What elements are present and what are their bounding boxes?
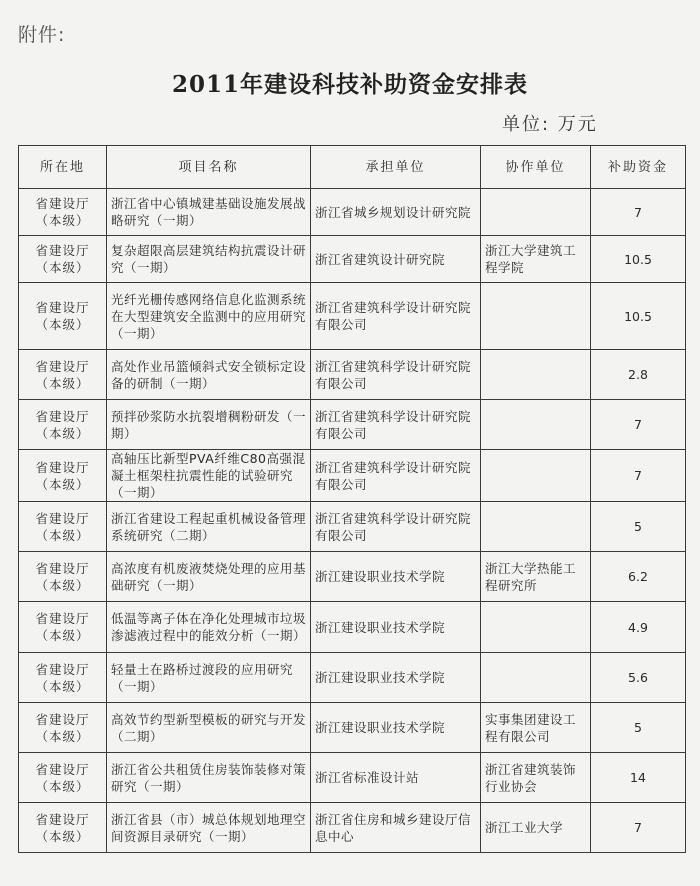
unit-cell: 浙江省城乡规划设计研究院 [311,189,481,236]
partner-cell [481,653,591,703]
unit-cell: 浙江省住房和城乡建设厅信息中心 [311,803,481,853]
unit-cell: 浙江省标准设计站 [311,753,481,803]
location-cell: 省建设厅（本级） [19,502,107,552]
partner-cell [481,350,591,400]
location-cell: 省建设厅（本级） [19,552,107,602]
unit-cell: 浙江建设职业技术学院 [311,653,481,703]
column-header-project: 项目名称 [107,146,311,189]
unit-cell: 浙江省建筑科学设计研究院有限公司 [311,502,481,552]
table-row [19,602,686,653]
partner-cell: 浙江大学建筑工程学院 [481,236,591,283]
project-cell: 光纤光栅传感网络信息化监测系统在大型建筑安全监测中的应用研究（一期） [107,283,311,350]
project-cell: 浙江省建设工程起重机械设备管理系统研究（二期） [107,502,311,552]
project-cell: 高轴压比新型PVA纤维C80高强混凝土框架柱抗震性能的试验研究（一期） [107,450,311,502]
unit-cell: 浙江建设职业技术学院 [311,602,481,653]
table-row [19,450,686,502]
project-cell: 浙江省县（市）城总体规划地理空间资源目录研究（一期） [107,803,311,853]
location-cell: 省建设厅（本级） [19,236,107,283]
partner-cell [481,450,591,502]
table-header-row [19,146,686,189]
project-cell: 低温等离子体在净化处理城市垃圾渗滤液过程中的能效分析（一期） [107,602,311,653]
table-row [19,703,686,753]
column-header-partner: 协作单位 [481,146,591,189]
partner-cell: 浙江省建筑装饰行业协会 [481,753,591,803]
location-cell: 省建设厅（本级） [19,803,107,853]
location-cell: 省建设厅（本级） [19,602,107,653]
table-row [19,283,686,350]
table-row [19,803,686,853]
funding-cell: 10.5 [591,236,686,283]
funding-cell: 5 [591,502,686,552]
location-cell: 省建设厅（本级） [19,400,107,450]
funding-cell: 7 [591,803,686,853]
project-cell: 浙江省公共租赁住房装饰装修对策研究（一期） [107,753,311,803]
funding-cell: 2.8 [591,350,686,400]
project-cell: 高浓度有机废液焚烧处理的应用基础研究（一期） [107,552,311,602]
partner-cell: 实事集团建设工程有限公司 [481,703,591,753]
unit-cell: 浙江建设职业技术学院 [311,703,481,753]
location-cell: 省建设厅（本级） [19,450,107,502]
unit-cell: 浙江建设职业技术学院 [311,552,481,602]
unit-cell: 浙江省建筑设计研究院 [311,236,481,283]
project-cell: 复杂超限高层建筑结构抗震设计研究（一期） [107,236,311,283]
partner-cell [481,189,591,236]
funding-cell: 5 [591,703,686,753]
partner-cell: 浙江工业大学 [481,803,591,853]
location-cell: 省建设厅（本级） [19,189,107,236]
funding-table [18,145,686,853]
funding-cell: 5.6 [591,653,686,703]
column-header-location: 所在地 [19,146,107,189]
table-row [19,753,686,803]
unit-cell: 浙江省建筑科学设计研究院有限公司 [311,350,481,400]
table-row [19,350,686,400]
partner-cell [481,400,591,450]
unit-cell: 浙江省建筑科学设计研究院有限公司 [311,450,481,502]
funding-cell: 7 [591,450,686,502]
funding-cell: 4.9 [591,602,686,653]
funding-cell: 7 [591,400,686,450]
unit-cell: 浙江省建筑科学设计研究院有限公司 [311,283,481,350]
table-row [19,653,686,703]
column-header-funding: 补助资金 [591,146,686,189]
unit-cell: 浙江省建筑科学设计研究院有限公司 [311,400,481,450]
funding-cell: 14 [591,753,686,803]
table-row [19,552,686,602]
project-cell: 预拌砂浆防水抗裂增稠粉研发（一期） [107,400,311,450]
funding-cell: 7 [591,189,686,236]
table-row [19,236,686,283]
project-cell: 轻量土在路桥过渡段的应用研究（一期） [107,653,311,703]
project-cell: 高处作业吊篮倾斜式安全锁标定设备的研制（一期） [107,350,311,400]
column-header-unit: 承担单位 [311,146,481,189]
location-cell: 省建设厅（本级） [19,753,107,803]
partner-cell [481,502,591,552]
partner-cell: 浙江大学热能工程研究所 [481,552,591,602]
unit-label: 单位: 万元 [502,114,598,135]
table-row [19,400,686,450]
attachment-label: 附件: [18,24,66,46]
location-cell: 省建设厅（本级） [19,283,107,350]
partner-cell [481,283,591,350]
project-cell: 浙江省中心镇城建基础设施发展战略研究（一期） [107,189,311,236]
table-row [19,189,686,236]
funding-cell: 10.5 [591,283,686,350]
partner-cell [481,602,591,653]
location-cell: 省建设厅（本级） [19,653,107,703]
location-cell: 省建设厅（本级） [19,703,107,753]
document-title: 2011年建设科技补助资金安排表 [171,71,528,98]
location-cell: 省建设厅（本级） [19,350,107,400]
funding-cell: 6.2 [591,552,686,602]
table-row [19,502,686,552]
project-cell: 高效节约型新型模板的研究与开发（二期） [107,703,311,753]
